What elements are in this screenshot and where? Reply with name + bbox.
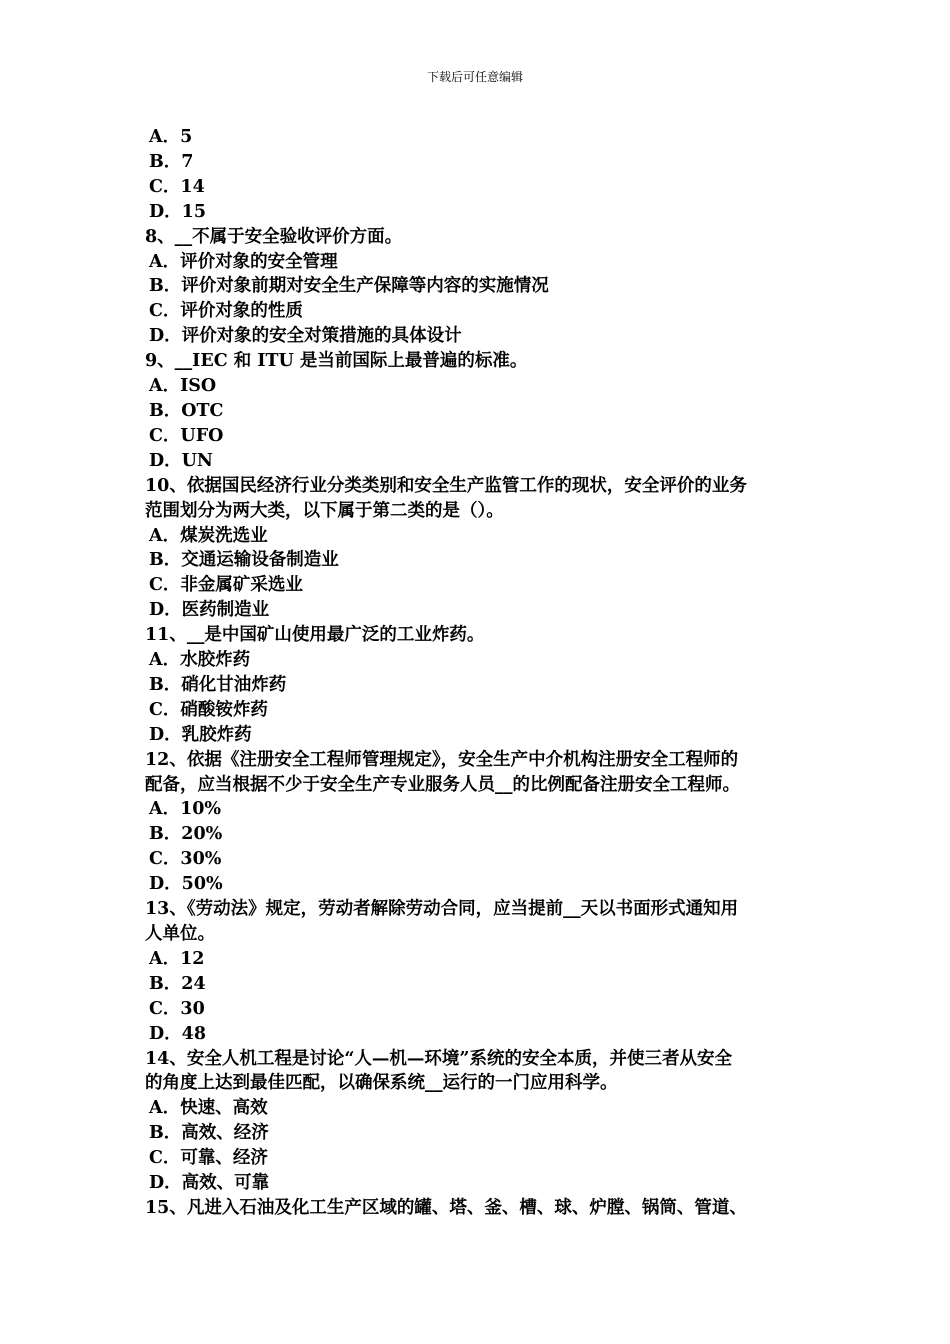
- answer-option: A．12: [149, 948, 205, 969]
- question-text: 12、依据《注册安全工程师管理规定》，安全生产中介机构注册安全工程师的: [145, 749, 739, 770]
- answer-option: B．评价对象前期对安全生产保障等内容的实施情况: [149, 276, 549, 297]
- question-text: 8、__不属于安全验收评价方面。: [145, 226, 403, 247]
- answer-option: B．交通运输设备制造业: [149, 550, 339, 571]
- document-body: [145, 125, 815, 1221]
- answer-option: B．高效、经济: [149, 1123, 269, 1144]
- question-text: 范围划分为两大类，以下属于第二类的是（）。: [145, 500, 504, 521]
- answer-option: A．ISO: [149, 376, 217, 397]
- answer-option: B．OTC: [149, 400, 224, 421]
- question-text: 11、__是中国矿山使用最广泛的工业炸药。: [145, 625, 485, 646]
- answer-option: D．高效、可靠: [149, 1173, 270, 1194]
- answer-option: A．水胶炸药: [149, 650, 251, 671]
- question-text: 配备，应当根据不少于安全生产专业服务人员__的比例配备注册安全工程师。: [145, 774, 740, 795]
- answer-option: A．煤炭洗选业: [149, 525, 268, 546]
- answer-option: C．UFO: [149, 425, 224, 446]
- question-text: 14、安全人机工程是讨论“人—机—环境”系统的安全本质，并使三者从安全: [145, 1048, 732, 1069]
- answer-option: B．24: [149, 973, 206, 994]
- answer-option: A．5: [149, 127, 193, 147]
- answer-option: C．30: [149, 998, 205, 1019]
- question-text: 13、《劳动法》规定，劳动者解除劳动合同，应当提前__天以书面形式通知用: [145, 899, 739, 920]
- answer-option: C．非金属矿采选业: [149, 575, 303, 596]
- answer-option: B．20%: [149, 824, 223, 845]
- question-text: 9、__IEC 和 ITU 是当前国际上最普遍的标准。: [145, 351, 528, 372]
- answer-option: A．评价对象的安全管理: [149, 251, 338, 272]
- answer-option: B．7: [149, 151, 194, 172]
- answer-option: A．快速、高效: [149, 1098, 268, 1119]
- answer-option: C．评价对象的性质: [149, 301, 303, 322]
- answer-option: C．可靠、经济: [149, 1148, 268, 1169]
- answer-option: D．乳胶炸药: [149, 724, 252, 745]
- question-text: 人单位。: [145, 924, 215, 944]
- answer-option: C．14: [149, 176, 205, 197]
- question-text: 15、凡进入石油及化工生产区域的罐、塔、釜、槽、球、炉膛、锅筒、管道、: [145, 1197, 747, 1218]
- answer-option: C．硝酸铵炸药: [149, 699, 268, 720]
- answer-option: C．30%: [149, 849, 222, 870]
- answer-option: D．评价对象的安全对策措施的具体设计: [149, 326, 462, 347]
- answer-option: A．10%: [149, 799, 222, 820]
- answer-option: D．48: [149, 1023, 207, 1044]
- answer-option: D．50%: [149, 874, 223, 895]
- answer-option: D．UN: [149, 450, 213, 471]
- answer-option: D．医药制造业: [149, 600, 270, 621]
- question-text: 的角度上达到最佳匹配，以确保系统__运行的一门应用科学。: [145, 1073, 618, 1094]
- answer-option: B．硝化甘油炸药: [149, 674, 287, 695]
- page-header: 下载后可任意编辑: [426, 70, 523, 84]
- question-text: 10、依据国民经济行业分类类别和安全生产监管工作的现状，安全评价的业务: [145, 475, 747, 496]
- answer-option: D．15: [149, 201, 207, 222]
